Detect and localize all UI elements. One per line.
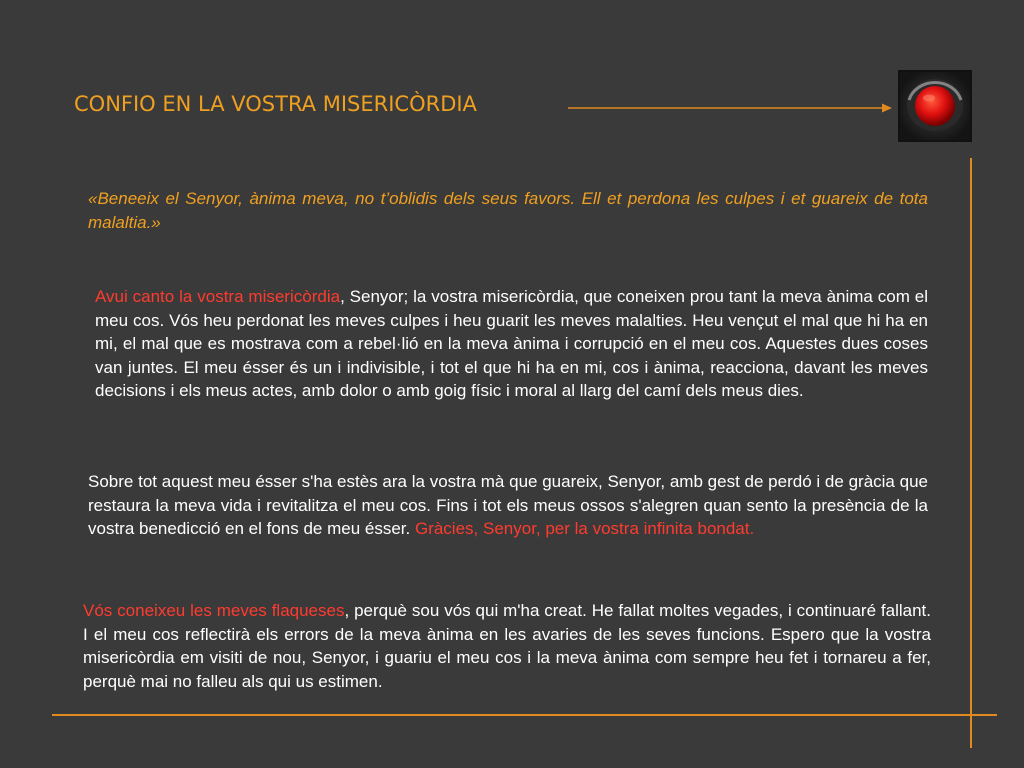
paragraph-2-highlight: Gràcies, Senyor, per la vostra infinita bondat.	[414, 519, 755, 538]
paragraph-2	[88, 470, 928, 541]
horizontal-rule	[52, 714, 997, 716]
paragraph-2-text: Sobre tot aquest meu ésser s'ha estès ara la vostra mà que guareix, Senyor, amb gest de perdó i de gràcia que restaura la meva vida i revitalitza el meu cos. Fins i tot els meus ossos s'alegren quan sento la presència de la vostra benedicció en el fons de meu ésser.	[88, 472, 928, 538]
red-sphere-button-icon[interactable]	[898, 70, 972, 142]
vertical-rule	[970, 158, 972, 748]
paragraph-1	[95, 285, 928, 403]
paragraph-3-text: , perquè sou vós qui m'ha creat. He fallat moltes vegades, i continuaré fallant. I el meu cos reflectirà els errors de la meva ànima en les avaries de les seves funcions. Espero que la vostra misericòrdia em visiti de nou, Senyor, i guariu el meu cos i la meva ànima com sempre heu fet i tornareu a fer, perquè mai no falleu als qui us estimen.	[83, 601, 931, 691]
slide-title: CONFIO EN LA VOSTRA MISERICÒRDIA	[74, 92, 477, 116]
paragraph-3	[83, 599, 931, 693]
scripture-quote: «Beneeix el Senyor, ànima meva, no t’oblidis dels seus favors. Ell et perdona les culpes i et guareix de tota malaltia.»	[88, 189, 928, 232]
paragraph-3-highlight: Vós coneixeu les meves flaqueses	[83, 601, 345, 620]
title-arrow-icon	[568, 100, 894, 118]
paragraph-1-highlight: Avui canto la vostra misericòrdia	[95, 287, 341, 306]
paragraph-1-text: , Senyor; la vostra misericòrdia, que coneixen prou tant la meva ànima com el meu cos. Vós heu perdonat les meves culpes i heu guarit les meves malalties. Heu vençut el mal que hi ha en mi, el mal que es mostrava com a rebel·lió en la meva ànima i corrupció en el meu cos. Aquestes dues coses van juntes. El meu ésser és un i indivisible, i tot el que hi ha en mi, cos i ànima, reacciona, davant les meves decisions i els meus actes, amb dolor o amb goig físic i moral al llarg del camí dels meus dies.	[95, 287, 929, 400]
